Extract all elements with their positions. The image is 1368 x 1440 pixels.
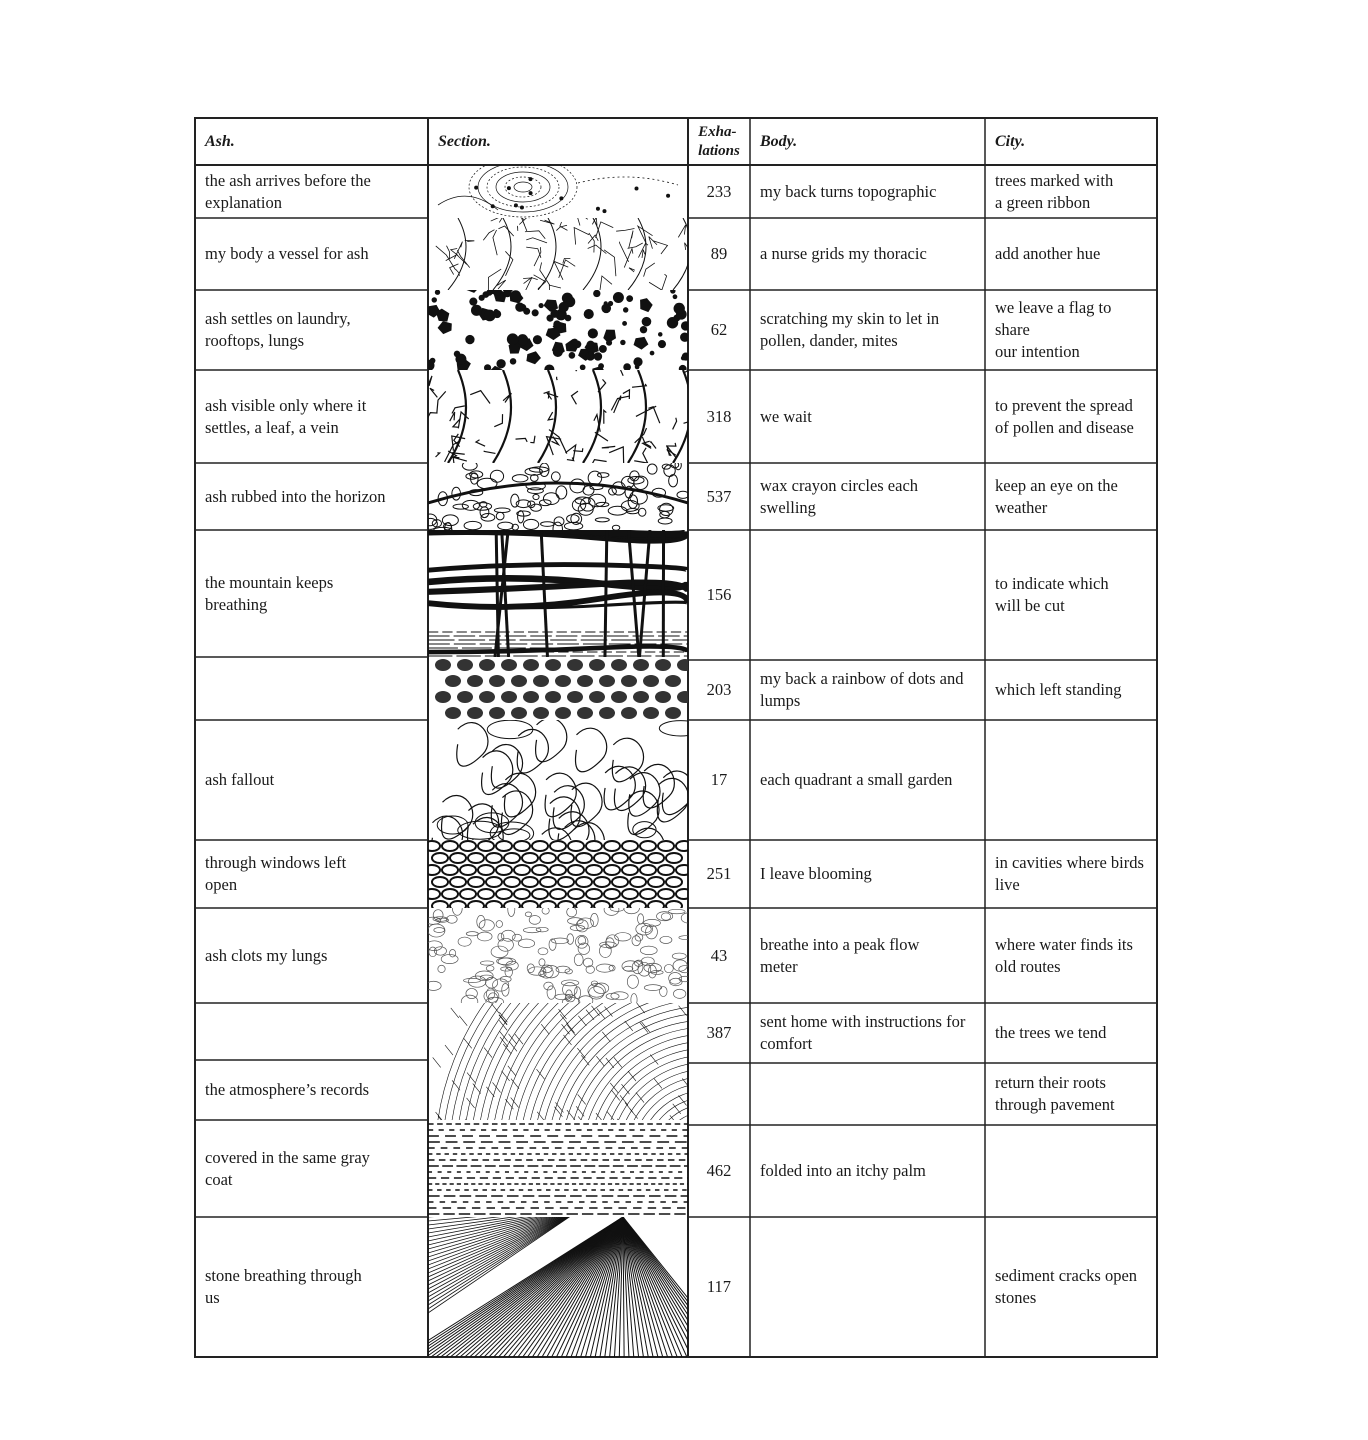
ash-cell: covered in the same gray coat bbox=[205, 1147, 370, 1189]
city-cell bbox=[985, 1125, 1157, 1217]
exhalations-cell: 251 bbox=[706, 864, 732, 883]
exhalations-cell: 537 bbox=[706, 486, 732, 506]
exhalations-cell: 387 bbox=[706, 1023, 732, 1042]
header-section: Section. bbox=[438, 132, 491, 150]
exhalations-cell: 89 bbox=[710, 244, 728, 263]
cracked-slab-texture bbox=[428, 530, 688, 657]
topographic-map-texture bbox=[428, 165, 688, 218]
city-cell: where water finds its old routes bbox=[995, 934, 1133, 976]
city-cell: the trees we tend bbox=[995, 1023, 1107, 1042]
exhalations-cell: 462 bbox=[706, 1161, 732, 1180]
header-body: Body. bbox=[760, 132, 798, 150]
exhalations-cell: 62 bbox=[710, 320, 728, 339]
body-cell bbox=[750, 1063, 985, 1125]
body-cell: my back turns topographic bbox=[760, 181, 937, 201]
body-cell: scratching my skin to let in pollen, dander, mites bbox=[760, 309, 940, 350]
hatched-dots-texture bbox=[428, 657, 688, 720]
fibrous-rays-texture bbox=[428, 1217, 688, 1357]
city-cell: which left standing bbox=[995, 680, 1122, 699]
city-cell: return their roots through pavement bbox=[995, 1073, 1115, 1114]
exhalations-cell: 17 bbox=[710, 770, 728, 789]
ash-cell: ash visible only where it settles, a leaf, a vein bbox=[205, 395, 367, 437]
ash-cell: ash rubbed into the horizon bbox=[205, 486, 386, 506]
ash-cell: ash fallout bbox=[205, 770, 275, 789]
exhalations-cell bbox=[688, 1063, 750, 1125]
black-blot-texture bbox=[428, 290, 688, 370]
body-cell: each quadrant a small garden bbox=[760, 770, 953, 789]
ash-cell: my body a vessel for ash bbox=[205, 244, 369, 263]
ash-cell bbox=[195, 1003, 428, 1060]
header-ash: Ash. bbox=[205, 132, 235, 150]
body-cell bbox=[750, 530, 985, 660]
city-cell: we leave a flag to share our intention bbox=[995, 298, 1112, 361]
body-cell: breathe into a peak flow meter bbox=[760, 934, 920, 976]
body-cell: sent home with instructions for comfort bbox=[760, 1012, 966, 1053]
wood-grain-texture bbox=[428, 1003, 688, 1120]
leaf-vein-texture bbox=[428, 370, 688, 463]
dashed-strata-texture bbox=[428, 1120, 688, 1217]
ash-cell: the ash arrives before the explanation bbox=[205, 170, 371, 212]
body-cell: wax crayon circles each swelling bbox=[760, 475, 919, 517]
exhalations-cell: 233 bbox=[706, 181, 732, 201]
lichen-lace-texture bbox=[428, 908, 688, 1003]
exhalations-cell: 156 bbox=[706, 585, 732, 604]
ash-cell: ash settles on laundry, rooftops, lungs bbox=[205, 309, 351, 350]
ash-cell: ash clots my lungs bbox=[205, 945, 328, 965]
ash-cell: the atmosphere’s records bbox=[205, 1080, 370, 1099]
ash-cell: through windows left open bbox=[205, 853, 347, 894]
city-cell: add another hue bbox=[995, 244, 1101, 263]
city-cell: in cavities where birds live bbox=[995, 853, 1144, 894]
body-cell: my back a rainbow of dots and lumps bbox=[760, 669, 964, 710]
marbled-swirl-texture bbox=[428, 720, 688, 840]
cracked-bark-texture bbox=[428, 218, 688, 290]
city-cell: to indicate which will be cut bbox=[995, 574, 1109, 615]
ash-cell: stone breathing through us bbox=[205, 1266, 362, 1307]
exhalations-cell: 43 bbox=[710, 945, 728, 965]
exhalations-cell: 117 bbox=[706, 1277, 732, 1296]
body-cell: we wait bbox=[760, 406, 812, 426]
city-cell: to prevent the spread of pollen and disease bbox=[995, 395, 1134, 437]
exhalations-cell: 203 bbox=[706, 680, 732, 699]
city-cell: keep an eye on the weather bbox=[995, 475, 1118, 517]
cobblestone-texture bbox=[428, 840, 688, 908]
ash-cell: the mountain keeps breathing bbox=[205, 572, 334, 614]
city-cell: trees marked with a green ribbon bbox=[995, 170, 1114, 212]
city-cell bbox=[985, 720, 1157, 840]
body-cell bbox=[750, 1217, 985, 1357]
pebble-cell-texture bbox=[428, 463, 688, 530]
body-cell: I leave blooming bbox=[760, 864, 872, 883]
ash-cell bbox=[195, 657, 428, 720]
city-cell: sediment cracks open stones bbox=[995, 1266, 1138, 1307]
body-cell: folded into an itchy palm bbox=[760, 1161, 926, 1180]
header-exhalations: Exha- lations bbox=[698, 123, 740, 159]
body-cell: a nurse grids my thoracic bbox=[760, 244, 927, 263]
exhalations-cell: 318 bbox=[706, 406, 732, 426]
header-city: City. bbox=[995, 132, 1026, 150]
